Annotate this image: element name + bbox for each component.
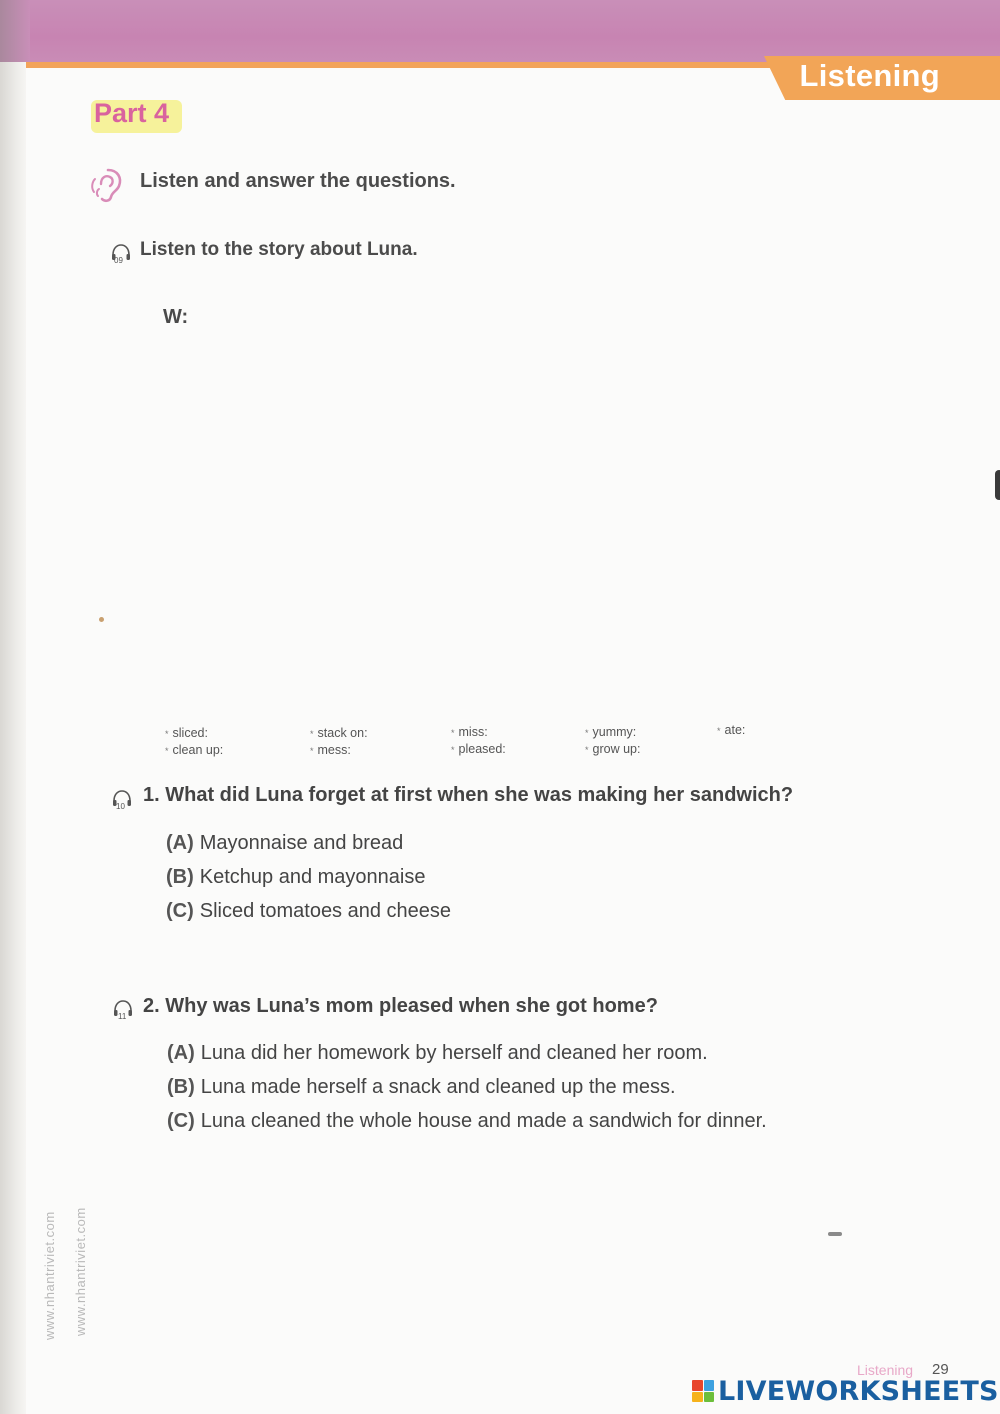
publisher-watermark: www.nhantriviet.com (42, 1211, 57, 1340)
instruction-text: Listen and answer the questions. (140, 170, 456, 192)
speaker-label: W: (163, 306, 189, 328)
part-title: Part 4 (94, 98, 170, 128)
vocab-item: * clean up: (165, 743, 224, 757)
track-number: 11 (118, 1012, 127, 1021)
vocab-item: * miss: (451, 725, 488, 739)
vocab-item: * ate: (717, 723, 746, 737)
question-1-option-c[interactable]: (C) Sliced tomatoes and cheese (166, 900, 452, 922)
header-band-shadow (0, 0, 30, 62)
vocab-item: * stack on: (310, 726, 368, 740)
vocab-item: * mess: (310, 743, 351, 757)
page-binding-edge (0, 0, 26, 1414)
footer-section-label: Listening (857, 1362, 914, 1378)
scan-speck (99, 617, 104, 622)
question-2-option-a[interactable]: (A) Luna did her homework by herself and cleaned her room. (167, 1042, 708, 1064)
vocab-item: * sliced: (165, 726, 208, 740)
header-band (0, 0, 1000, 62)
brand-name: LIVEWORKSHEETS (718, 1375, 999, 1407)
question-1-option-b[interactable]: (B) Ketchup and mayonnaise (166, 866, 426, 888)
page-clip-mark (995, 470, 1000, 500)
page-number: 29 (932, 1361, 949, 1378)
track-number: 09 (114, 256, 123, 265)
scan-speck (828, 1232, 842, 1236)
publisher-watermark: www.nhantriviet.com (73, 1207, 88, 1336)
question-2-option-c[interactable]: (C) Luna cleaned the whole house and made a sandwich for dinner. (167, 1110, 767, 1132)
question-2-text: 2. Why was Luna’s mom pleased when she got home? (143, 995, 658, 1017)
section-tab-label: Listening (799, 58, 940, 93)
story-title: Listen to the story about Luna. (140, 239, 418, 260)
liveworksheets-logo-icon (692, 1380, 714, 1402)
ear-icon (88, 166, 124, 204)
vocab-item: * grow up: (585, 742, 641, 756)
track-number: 10 (116, 802, 125, 811)
vocab-item: * yummy: (585, 725, 637, 739)
question-2-option-b[interactable]: (B) Luna made herself a snack and cleaned up the mess. (167, 1076, 676, 1098)
question-1-text: 1. What did Luna forget at first when she was making her sandwich? (143, 784, 794, 806)
liveworksheets-brand[interactable] (692, 1374, 999, 1408)
question-1-option-a[interactable]: (A) Mayonnaise and bread (166, 832, 404, 854)
vocab-item: * pleased: (451, 742, 506, 756)
